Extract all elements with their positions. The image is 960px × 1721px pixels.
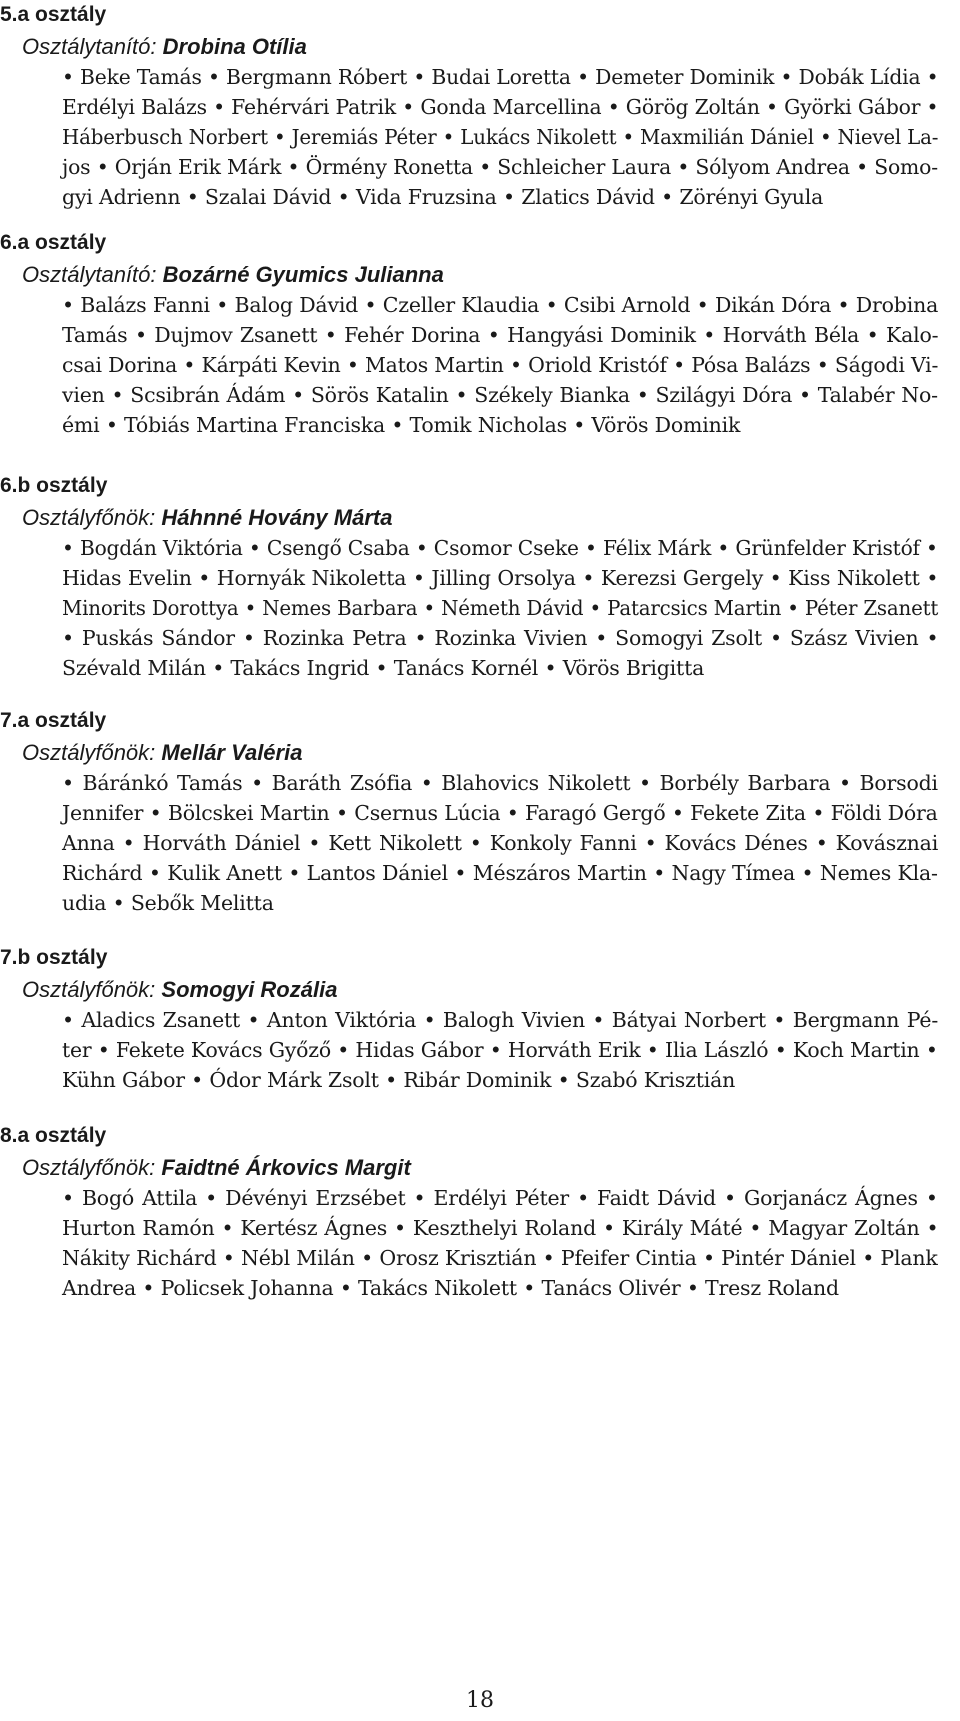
student-list-line: gyi Adrienn • Szalai Dávid • Vida Fruzsina • Zlatics Dávid • Zörényi Gyula bbox=[62, 185, 824, 209]
class-title: 7.b osztály bbox=[0, 946, 108, 969]
student-list-line: ter • Fekete Kovács Győző • Hidas Gábor • Horváth Erik • Ilia László • Koch Martin • bbox=[62, 1038, 938, 1062]
student-list-line: Andrea • Policsek Johanna • Takács Nikolett • Tanács Olivér • Tresz Roland bbox=[62, 1276, 839, 1300]
teacher-line bbox=[22, 740, 302, 766]
student-list bbox=[62, 1005, 938, 1095]
student-list-line: Erdélyi Balázs • Fehérvári Patrik • Gonda Marcellina • Görög Zoltán • Györki Gábor • bbox=[62, 95, 939, 119]
teacher-line bbox=[22, 1155, 411, 1181]
teacher-name: Drobina Otília bbox=[162, 34, 307, 59]
teacher-role: Osztálytanító: bbox=[22, 34, 157, 59]
class-title: 8.a osztály bbox=[0, 1124, 107, 1147]
teacher-name: Faidtné Árkovics Margit bbox=[161, 1155, 411, 1180]
student-list-line: Kühn Gábor • Ódor Márk Zsolt • Ribár Dominik • Szabó Krisztián bbox=[62, 1068, 736, 1092]
student-list-line: csai Dorina • Kárpáti Kevin • Matos Martin • Oriold Kristóf • Pósa Balázs • Ságodi Vi- bbox=[62, 353, 939, 377]
page-number: 18 bbox=[466, 1688, 494, 1713]
student-list-line: • Bogdán Viktória • Csengő Csaba • Csomor Cseke • Félix Márk • Grünfelder Kristóf • bbox=[62, 536, 938, 560]
student-list-line: Háberbusch Norbert • Jeremiás Péter • Lukács Nikolett • Maxmilián Dániel • Nievel La- bbox=[62, 125, 939, 149]
student-list-line: vien • Scsibrán Ádám • Sörös Katalin • Székely Bianka • Szilágyi Dóra • Talabér No- bbox=[62, 383, 938, 407]
student-list-line: Hidas Evelin • Hornyák Nikoletta • Jilling Orsolya • Kerezsi Gergely • Kiss Nikolett • bbox=[62, 566, 939, 590]
student-list-line: Szévald Milán • Takács Ingrid • Tanács Kornél • Vörös Brigitta bbox=[62, 656, 705, 680]
student-list-line: émi • Tóbiás Martina Franciska • Tomik Nicholas • Vörös Dominik bbox=[62, 413, 741, 437]
student-list-line: Richárd • Kulik Anett • Lantos Dániel • Mészáros Martin • Nagy Tímea • Nemes Kla- bbox=[62, 861, 938, 885]
teacher-line bbox=[22, 505, 392, 531]
student-list-line: jos • Orján Erik Márk • Örmény Ronetta • Schleicher Laura • Sólyom Andrea • Somo- bbox=[62, 155, 938, 179]
student-list-line: Tamás • Dujmov Zsanett • Fehér Dorina • Hangyási Dominik • Horváth Béla • Kalo- bbox=[62, 323, 939, 347]
class-title: 5.a osztály bbox=[0, 3, 107, 26]
teacher-role: Osztálytanító: bbox=[22, 262, 157, 287]
teacher-name: Somogyi Rozália bbox=[161, 977, 338, 1002]
student-list-line: Anna • Horváth Dániel • Kett Nikolett • Konkoly Fanni • Kovács Dénes • Kovásznai bbox=[62, 831, 939, 855]
student-list-line: • Báránkó Tamás • Baráth Zsófia • Blahovics Nikolett • Borbély Barbara • Borsodi bbox=[62, 771, 938, 795]
student-list-line: • Aladics Zsanett • Anton Viktória • Balogh Vivien • Bátyai Norbert • Bergmann Pé- bbox=[62, 1008, 939, 1032]
teacher-role: Osztályfőnök: bbox=[22, 505, 156, 530]
student-list bbox=[62, 1183, 938, 1303]
student-list-line: udia • Sebők Melitta bbox=[62, 891, 274, 915]
student-list bbox=[62, 290, 938, 440]
student-list-line: Jennifer • Bölcskei Martin • Csernus Lúcia • Faragó Gergő • Fekete Zita • Földi Dóra bbox=[62, 801, 938, 825]
class-title: 7.a osztály bbox=[0, 709, 107, 732]
student-list-line: Minorits Dorottya • Nemes Barbara • Németh Dávid • Patarcsics Martin • Péter Zsanett bbox=[62, 596, 939, 620]
teacher-line bbox=[22, 34, 307, 60]
student-list-line: • Puskás Sándor • Rozinka Petra • Rozinka Vivien • Somogyi Zsolt • Szász Vivien • bbox=[62, 626, 939, 650]
teacher-name: Bozárné Gyumics Julianna bbox=[162, 262, 444, 287]
teacher-role: Osztályfőnök: bbox=[22, 740, 156, 765]
teacher-name: Mellár Valéria bbox=[161, 740, 303, 765]
student-list-line: Hurton Ramón • Kertész Ágnes • Keszthelyi Roland • Király Máté • Magyar Zoltán • bbox=[62, 1216, 939, 1240]
student-list bbox=[62, 62, 938, 212]
student-list-line: • Balázs Fanni • Balog Dávid • Czeller Klaudia • Csibi Arnold • Dikán Dóra • Drobina bbox=[62, 293, 939, 317]
teacher-line bbox=[22, 262, 444, 288]
teacher-name: Háhnné Hovány Márta bbox=[161, 505, 393, 530]
teacher-role: Osztályfőnök: bbox=[22, 977, 156, 1002]
student-list-line: • Bogó Attila • Dévényi Erzsébet • Erdélyi Péter • Faidt Dávid • Gorjanácz Ágnes • bbox=[62, 1186, 938, 1210]
student-list-line: Nákity Richárd • Nébl Milán • Orosz Krisztián • Pfeifer Cintia • Pintér Dániel • Plank bbox=[62, 1246, 938, 1270]
student-list bbox=[62, 768, 938, 918]
student-list bbox=[62, 533, 938, 683]
class-title: 6.a osztály bbox=[0, 231, 107, 254]
teacher-role: Osztályfőnök: bbox=[22, 1155, 156, 1180]
student-list-line: • Beke Tamás • Bergmann Róbert • Budai Loretta • Demeter Dominik • Dobák Lídia • bbox=[62, 65, 939, 89]
class-title: 6.b osztály bbox=[0, 474, 108, 497]
teacher-line bbox=[22, 977, 337, 1003]
